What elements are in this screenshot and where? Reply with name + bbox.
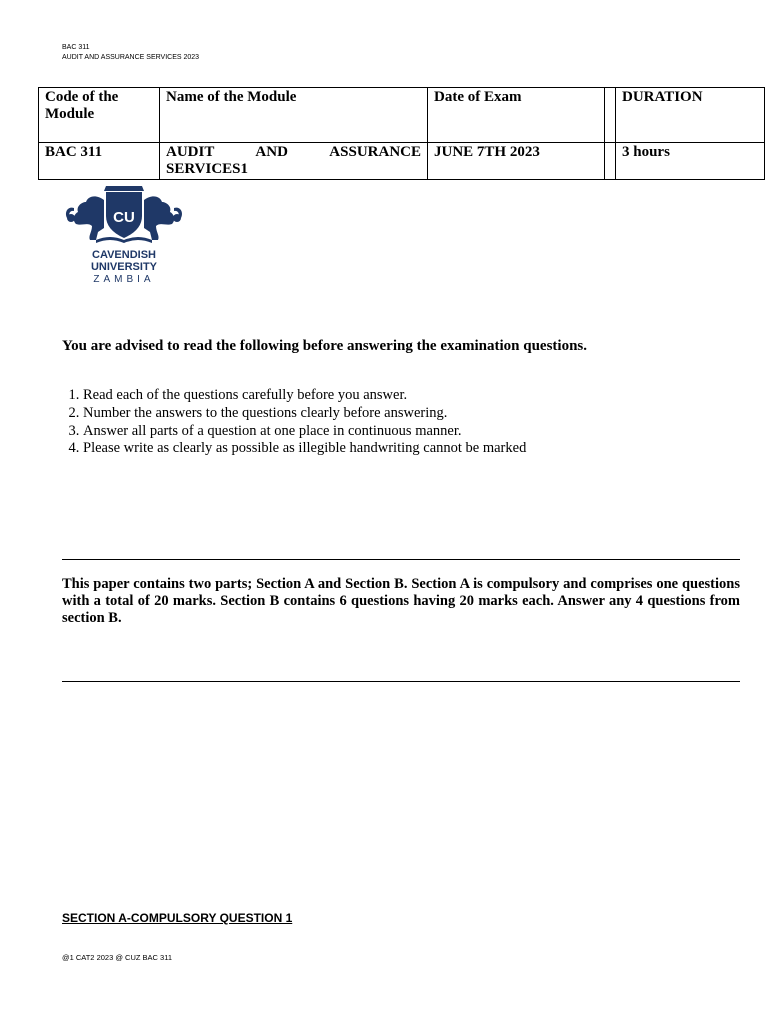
table-row xyxy=(39,143,765,180)
running-header-code: BAC 311 xyxy=(62,44,90,51)
instructions-list xyxy=(62,387,526,458)
logo-initials: CU xyxy=(113,209,135,226)
header-cell-name: Name of the Module xyxy=(160,88,428,143)
page-footer: @1 CAT2 2023 @ CUZ BAC 311 xyxy=(62,953,172,962)
divider-bottom xyxy=(62,681,740,682)
list-item: 3. Answer all parts of a question at one place in continuous manner. xyxy=(83,423,526,441)
cavendish-university-logo xyxy=(62,180,186,286)
paper-structure-note: This paper contains two parts; Section A and Section B. Section A is compulsory and comprises one questions with a total of 20 marks. Section B contains 6 questions having 20 marks each. Answer any 4 questions from section B. xyxy=(62,576,740,626)
logo-line-cavendish: CAVENDISH xyxy=(92,249,156,261)
divider-top xyxy=(62,559,740,560)
cell-date: JUNE 7TH 2023 xyxy=(428,143,605,180)
logo-line-zambia: ZAMBIA xyxy=(93,274,155,285)
cell-module-name: AUDIT AND ASSURANCE SERVICES1 xyxy=(160,143,428,180)
cell-duration: 3 hours xyxy=(616,143,765,180)
header-cell-date: Date of Exam xyxy=(428,88,605,143)
table-header-row xyxy=(39,88,765,143)
running-header-title: AUDIT AND ASSURANCE SERVICES 2023 xyxy=(62,54,200,61)
logo-line-university: UNIVERSITY xyxy=(90,261,158,273)
header-cell-blank xyxy=(605,88,616,143)
list-item: 4. Please write as clearly as possible as illegible handwriting cannot be marked xyxy=(83,440,526,458)
list-item: 1. Read each of the questions carefully before you answer. xyxy=(83,387,526,405)
list-item: 2. Number the answers to the questions clearly before answering. xyxy=(83,405,526,423)
cell-blank xyxy=(605,143,616,180)
advice-heading: You are advised to read the following before answering the examination questions. xyxy=(62,338,588,354)
header-cell-code: Code of the Module xyxy=(39,88,160,143)
cell-code: BAC 311 xyxy=(39,143,160,180)
module-info-table xyxy=(38,87,765,180)
section-a-heading: SECTION A-COMPULSORY QUESTION 1 xyxy=(62,911,293,925)
header-cell-duration: DURATION xyxy=(616,88,765,143)
